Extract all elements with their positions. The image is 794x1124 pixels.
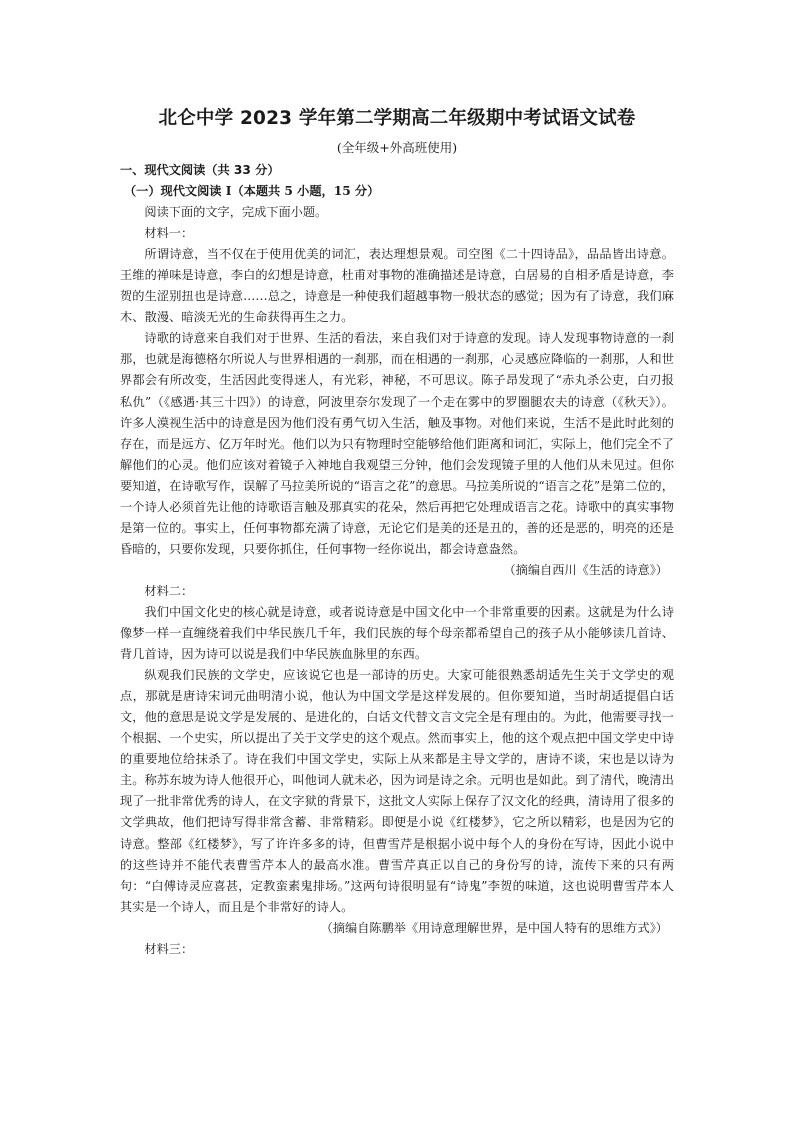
material-2-paragraph-1: 我们中国文化史的核心就是诗意，或者说诗意是中国文化中一个非常重要的因素。这就是为什么诗像梦一样一直缠绕着我们中华民族几千年，我们民族的每个母亲都希望自己的孩子从小能够读几首诗、背几首诗，因为诗可以说是我们中华民族血脉里的东西。: [120, 604, 674, 662]
material-1-label: 材料一：: [144, 226, 194, 241]
subsection-heading: （一）现代文阅读 I（本题共 5 小题，15 分）: [124, 184, 380, 199]
material-3-label: 材料三：: [144, 941, 194, 956]
exam-title: 北仑中学 2023 学年第二学期高二年级期中考试语文试卷: [158, 108, 636, 129]
exam-subtitle: (全年级+外高班使用): [336, 140, 458, 155]
material-1-paragraph-1: 所谓诗意，当不仅在于使用优美的词汇，表达理想景观。司空图《二十四诗品》，品品皆出诗意。王维的禅味是诗意，李白的幻想是诗意，杜甫对事物的准确描述是诗意，白居易的自相矛盾是诗意，李贺的生涩别扭也是诗意……总之，诗意是一种使我们超越事物一般状态的感觉；因为有了诗意，我们麻木、散漫、暗淡无光的生命获得再生之力。: [120, 247, 674, 325]
material-1-source: （摘编自西川《生活的诗意》）: [503, 562, 668, 577]
material-1-paragraph-2: 诗歌的诗意来自我们对于世界、生活的看法，来自我们对于诗意的发现。诗人发现事物诗意的一刹那，也就是海德格尔所说人与世界相遇的一刹那，而在相遇的一刹那，心灵感应降临的一刹那，人和世界都会有所改变，生活因此变得迷人，有光彩，神秘，不可思议。陈子昂发现了“赤丸杀公吏，白刃报私仇”（《感遇·其三十四》）的诗意，阿波里奈尔发现了一个走在雾中的罗圈腿农夫的诗意（《秋天》）。许多人漠视生活中的诗意是因为他们没有勇气切入生活，触及事物。对他们来说，生活不是此时此刻的存在，而是远方、亿万年时光。他们以为只有物理时空能够给他们距离和词汇，实际上，他们完全不了解他们的心灵。他们应该对着镜子入神地自我观望三分钟，他们会发现镜子里的人他们从未见过。但你要知道，在诗歌写作，误解了马拉美所说的“语言之花”的意思。马拉美所说的“语言之花”是第二位的，一个诗人必须首先让他的诗歌语言触及那真实的花朵，然后再把它处理成语言之花。诗歌中的真实事物是第一位的。事实上，任何事物都充满了诗意，无论它们是美的还是丑的，善的还是恶的，明亮的还是昏暗的，只要你发现，只要你抓住，任何事物一经你说出，都会诗意盎然。: [120, 331, 674, 556]
section-heading: 一、现代文阅读（共 33 分）: [120, 163, 280, 177]
material-2-paragraph-2: 纵观我们民族的文学史，应该说它也是一部诗的历史。大家可能很熟悉胡适先生关于文学史的观点，那就是唐诗宋词元曲明清小说，他认为中国文学是这样发展的。但你要知道，当时胡适提倡白话文，他的意思是说文学是发展的、是进化的，白话文代替文言文完全是有理由的。为此，他需要寻找一个根据、一个史实，所以提出了关于文学史的这个观点。然而事实上，他的这个观点把中国文学史中诗的重要地位给抹杀了。诗在我们中国文学史，实际上从来都是主导文学的，唐诗不谈，宋也是以诗为主。称苏东坡为诗人他很开心，叫他词人就未必，因为词是诗之余。元明也是如此。到了清代，晚清出现了一批非常优秀的诗人，在文字狱的背景下，这批文人实际上保存了汉文化的经典，清诗用了很多的文学典故，他们把诗写得非常含蓄、非常精彩。即便是小说《红楼梦》，它之所以精彩，也是因为它的诗意。整部《红楼梦》，写了许许多多的诗，但曹雪芹是根据小说中每个人的身份在写诗，因此小说中的这些诗并不能代表曹雪芹本人的最高水准。曹雪芹真正以自己的身份写的诗，流传下来的只有两句：“白傅诗灵应喜甚，定教蛮素鬼排场。”这两句诗很明显有“诗鬼”李贺的味道，这也说明曹雪芹本人其实是一个诗人，而且是个非常好的诗人。: [120, 668, 674, 914]
material-2-label: 材料二：: [144, 583, 194, 598]
exam-content: [120, 160, 674, 960]
material-2-source: （摘编自陈鹏举《用诗意理解世界，是中国人特有的思维方式》）: [320, 920, 668, 935]
instruction-text: 阅读下面的文字，完成下面小题。: [144, 205, 328, 220]
